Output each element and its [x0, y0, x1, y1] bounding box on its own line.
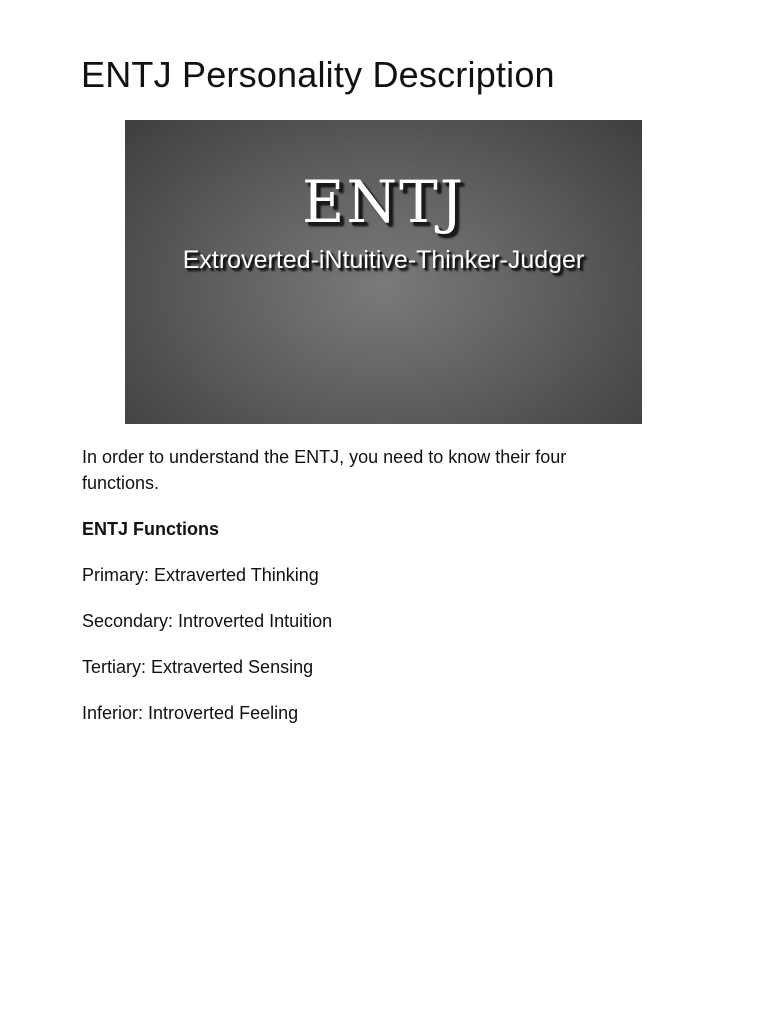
- function-secondary: Secondary: Introverted Intuition: [82, 611, 333, 631]
- function-primary: Primary: Extraverted Thinking: [82, 565, 319, 585]
- page-title: ENTJ Personality Description: [81, 54, 555, 95]
- entj-banner-image: [125, 120, 642, 424]
- intro-paragraph: In order to understand the ENTJ, you need to know their four functions.: [82, 447, 567, 493]
- banner-subtitle: Extroverted-iNtuitive-Thinker-Judger: [182, 246, 585, 274]
- function-inferior: Inferior: Introverted Feeling: [82, 703, 299, 723]
- functions-heading: ENTJ Functions: [82, 519, 220, 539]
- function-tertiary: Tertiary: Extraverted Sensing: [82, 657, 314, 677]
- banner-title: ENTJ: [301, 168, 466, 236]
